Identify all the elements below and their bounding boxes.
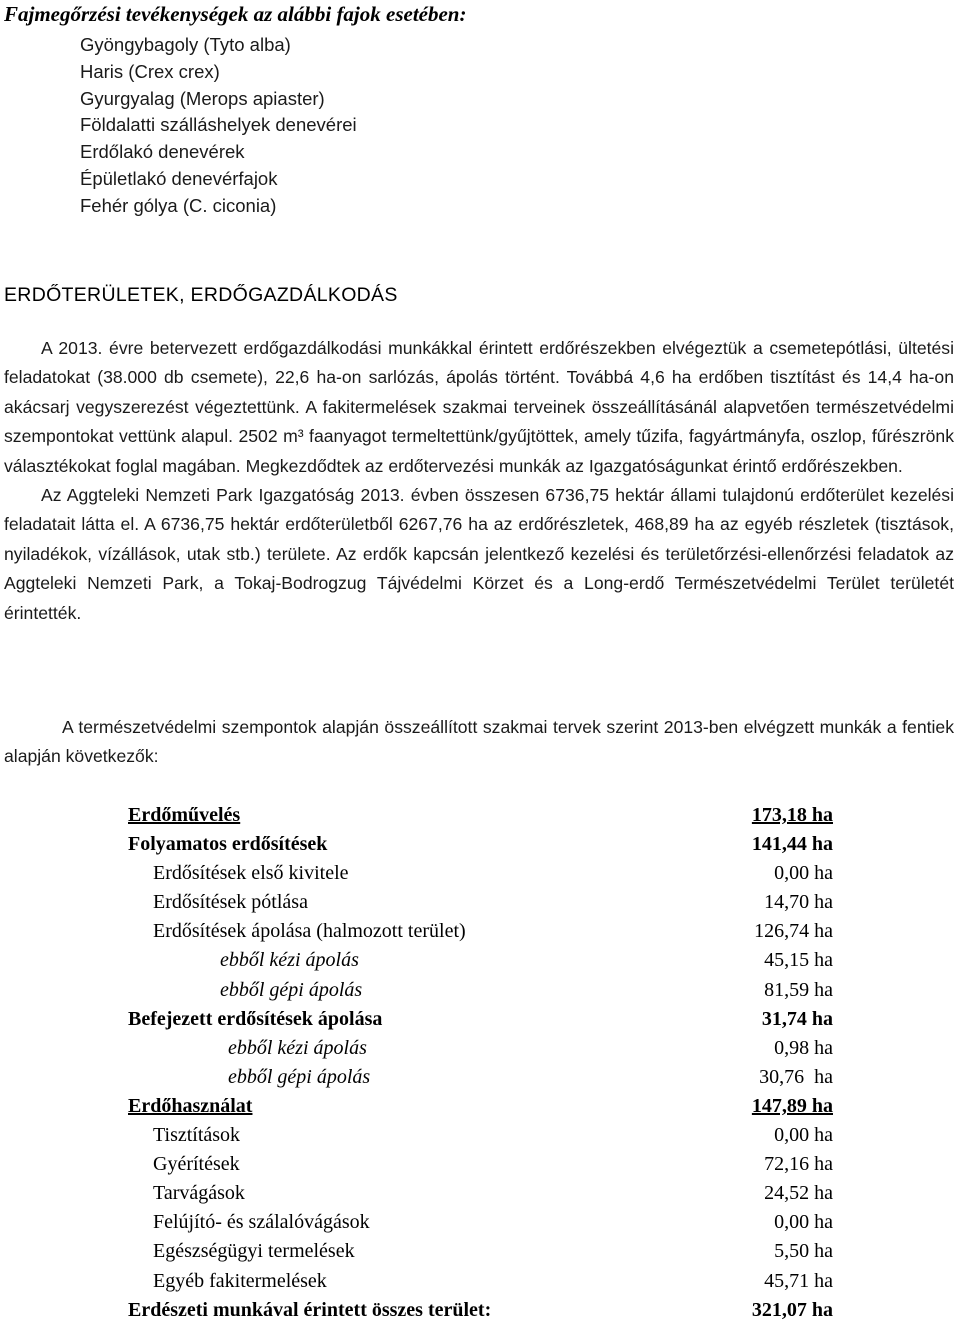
table-row (128, 1150, 833, 1179)
table-row (128, 1237, 833, 1266)
species-item: Gyurgyalag (Merops apiaster) (80, 87, 325, 109)
row-label-text: Folyamatos erdősítések (128, 833, 328, 856)
body-text (4, 334, 954, 628)
row-value (704, 917, 833, 946)
row-label (128, 1005, 704, 1034)
row-label (128, 888, 704, 917)
row-label-text: Erdészeti munkával érintett összes terület: (128, 1298, 492, 1321)
row-value-text: 126,74 ha (754, 920, 833, 943)
row-value-text: 14,70 ha (764, 891, 833, 914)
row-value (704, 1121, 833, 1150)
row-value (704, 1092, 833, 1121)
species-item: Gyöngybagoly (Tyto alba) (80, 34, 291, 55)
table-row (128, 1267, 833, 1296)
row-label-text: ebből gépi ápolás (220, 978, 363, 1001)
closing-paragraph (4, 713, 954, 772)
row-value (704, 1150, 833, 1179)
row-label (128, 1179, 704, 1208)
species-item: Erdőlakó denevérek (80, 141, 245, 163)
row-value-text: 72,16 ha (764, 1153, 833, 1176)
row-value (704, 859, 833, 888)
row-label-text: Felújító- és szálalóvágások (153, 1211, 370, 1234)
row-value (704, 1296, 833, 1325)
row-label-text: Egyéb fakitermelések (153, 1269, 327, 1292)
paragraph: A természetvédelmi szempontok alapján összeállított szakmai tervek szerint 2013-ben elvégzett munkák a fentiek alapján következők: (4, 717, 954, 767)
table-row (128, 830, 833, 859)
row-value-text: 30,76 ha (759, 1065, 833, 1088)
row-label-text: Gyérítések (153, 1153, 240, 1176)
row-label (128, 1150, 704, 1179)
row-value-text: 0,00 ha (774, 1211, 833, 1234)
species-item: Fehér gólya (C. ciconia) (80, 194, 277, 216)
row-label-text: Erdőművelés (128, 804, 241, 826)
row-value (704, 1063, 833, 1092)
row-value-text: 0,00 ha (774, 862, 833, 885)
row-label-text: Egészségügyi termelések (153, 1240, 355, 1263)
row-value-text: 141,44 ha (751, 833, 833, 856)
row-value (704, 1237, 833, 1266)
row-value-text: 24,52 ha (764, 1182, 833, 1205)
row-label (128, 1208, 704, 1237)
row-label (128, 1237, 704, 1266)
table-row (128, 801, 833, 830)
row-value-text: 0,98 ha (774, 1036, 833, 1059)
row-value-text: 321,07 ha (751, 1298, 833, 1321)
table-row (128, 1092, 833, 1121)
row-label (128, 1063, 704, 1092)
row-label-text: ebből kézi ápolás (220, 949, 359, 972)
row-label (128, 859, 704, 888)
forest-heading: ERDŐTERÜLETEK, ERDŐGAZDÁLKODÁS (4, 284, 398, 306)
row-value (704, 1005, 833, 1034)
species-item: Épületlakó denevérfajok (80, 167, 278, 189)
row-label-text: ebből kézi ápolás (228, 1036, 367, 1059)
table-row (128, 1005, 833, 1034)
section-title: Fajmegőrzési tevékenységek az alábbi fajok esetében: (4, 2, 467, 26)
row-label (128, 946, 704, 975)
row-label-text: Befejezett erdősítések ápolása (128, 1007, 383, 1030)
row-label-text: ebből gépi ápolás (228, 1065, 371, 1088)
row-label (128, 801, 704, 830)
table-row (128, 888, 833, 917)
forestry-work-table (128, 801, 833, 1325)
row-value (704, 1208, 833, 1237)
table-row (128, 1179, 833, 1208)
species-list (80, 32, 357, 220)
row-value-text: 5,50 ha (774, 1240, 833, 1263)
row-label (128, 1121, 704, 1150)
row-value (704, 1267, 833, 1296)
row-value-text: 45,15 ha (764, 949, 833, 972)
row-value (704, 976, 833, 1005)
row-label (128, 976, 704, 1005)
paragraph: Az Aggteleki Nemzeti Park Igazgatóság 2013. évben összesen 6736,75 hektár állami tulajdonú erdőterület kezelési feladatait látta el. A 6736,75 hektár erdőterületből 6267,76 ha az erdőrészletek, 468,89 ha az egyéb részletek (tisztások, nyiladékok, vízállások, utak stb.) területe. Az erdők kapcsán jelentkező kezelési és területőrzési-ellenőrzési feladatok az Aggteleki Nemzeti Park, a Tokaj-Bodrogzug Tájvédelmi Körzet és a Long-erdő Természetvédelmi Terület területét érintették. (4, 485, 954, 623)
table-row (128, 1121, 833, 1150)
row-label-text: Tisztítások (153, 1124, 241, 1147)
row-value-text: 81,59 ha (764, 978, 833, 1001)
table-row (128, 1034, 833, 1063)
row-label-text: Erdősítések pótlása (153, 891, 308, 914)
row-value (704, 1179, 833, 1208)
table-row (128, 1208, 833, 1237)
row-label-text: Erdősítések ápolása (halmozott terület) (153, 920, 466, 943)
species-item: Haris (Crex crex) (80, 60, 220, 82)
species-item: Földalatti szálláshelyek denevérei (80, 114, 357, 136)
row-label (128, 830, 704, 859)
row-value (704, 830, 833, 859)
table-row (128, 1063, 833, 1092)
table-row (128, 1296, 833, 1325)
row-value (704, 1034, 833, 1063)
table-row (128, 976, 833, 1005)
row-value (704, 946, 833, 975)
row-label (128, 1092, 704, 1121)
table-row (128, 946, 833, 975)
row-value-text: 31,74 ha (761, 1007, 833, 1030)
row-value-text: 45,71 ha (764, 1269, 833, 1292)
row-value-text: 147,89 ha (751, 1094, 833, 1117)
row-label (128, 1034, 704, 1063)
row-label (128, 1296, 704, 1325)
row-value-text: 173,18 ha (751, 804, 833, 826)
row-label (128, 1267, 704, 1296)
row-value-text: 0,00 ha (774, 1124, 833, 1147)
row-label-text: Erdőhasználat (128, 1094, 253, 1117)
paragraph: A 2013. évre betervezett erdőgazdálkodási munkákkal érintett erdőrészekben elvégeztük a csemetepótlási, ültetési feladatokat (38.000 db csemete), 22,6 ha-on sarlózás, ápolás történt. Továbbá 4,6 ha erdőben tisztítást és 14,4 ha-on akácsarj vegyszerezést végeztettünk. A fakitermelések szakmai terveinek összeállításánál alapvetően természetvédelmi szempontokat vettünk alapul. 2502 m³ faanyagot termeltettünk/gyűjtöttek, amely tűzifa, fagyártmányfa, oszlop, fűrészrönk választékokat foglal magában. Megkezdődtek az erdőtervezési munkák az Igazgatóságunkat érintő erdőrészekben. (4, 338, 954, 476)
row-label-text: Erdősítések első kivitele (153, 862, 349, 885)
table-row (128, 859, 833, 888)
row-label-text: Tarvágások (153, 1182, 245, 1205)
row-label (128, 917, 704, 946)
row-value (704, 888, 833, 917)
table-row (128, 917, 833, 946)
row-value (704, 801, 833, 830)
